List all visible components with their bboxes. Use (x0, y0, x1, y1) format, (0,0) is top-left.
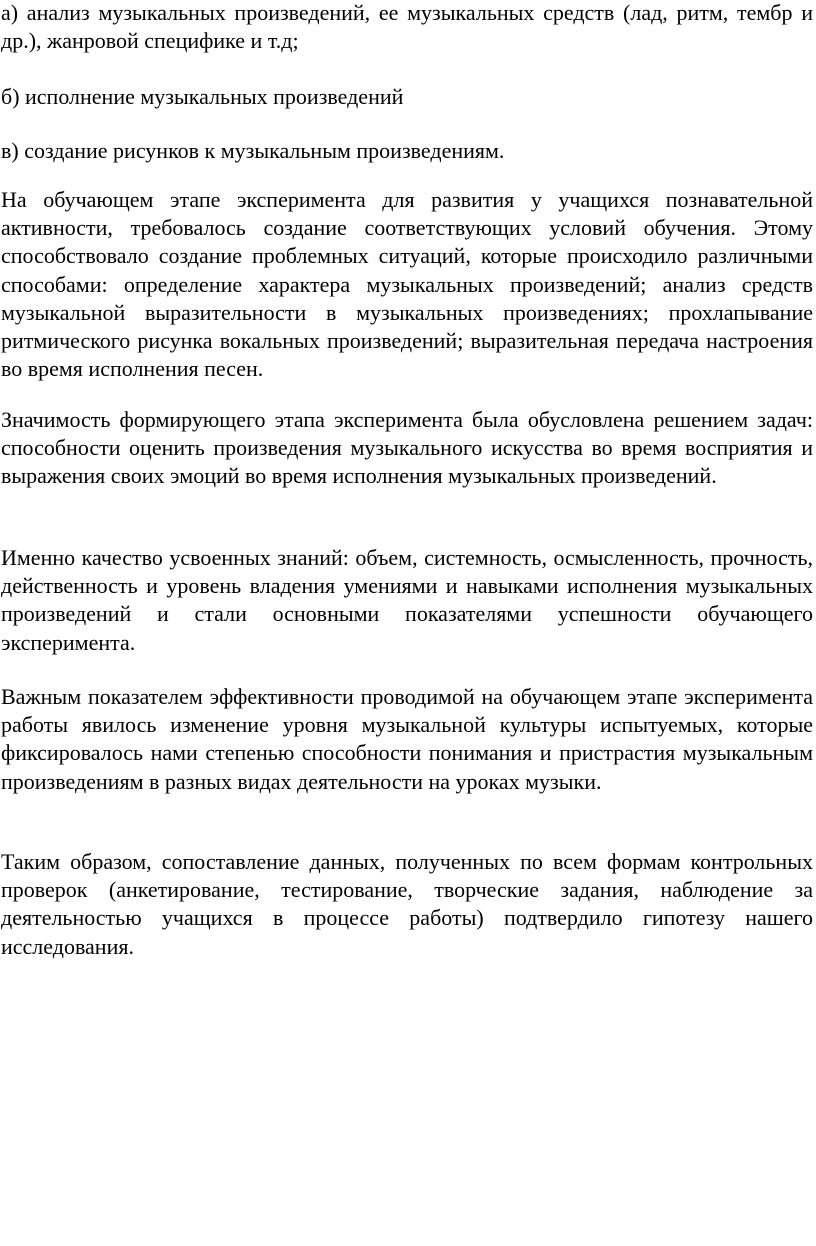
paragraph-list-item-b: б) исполнение музыкальных произведений (1, 84, 404, 109)
paragraph-knowledge-quality: Именно качество усвоенных знаний: объем, системность, осмысленность, прочность, действенность и уровень владения умениями и навыками исполнения музыкальных произведений и стали основными показателями успешности обучающего эксперимента. (1, 545, 813, 655)
paragraph-significance: Значимость формирующего этапа эксперимента была обусловлена решением задач: способности оценить произведения музыкального искусства во время восприятия и выражения своих эмоций во время исполнения музыкальных произведений. (1, 407, 813, 489)
paragraph-training-stage: На обучающем этапе эксперимента для развития у учащихся познавательной активности, требовалось создание соответствующих условий обучения. Этому способствовало создание проблемных ситуаций, которые происходило различными способами: определение характера музыкальных произведений; анализ средств музыкальной выразительности в музыкальных произведениях; прохлапывание ритмического рисунка вокальных произведений; выразительная передача настроения во время исполнения песен. (1, 187, 813, 382)
paragraph-effectiveness: Важным показателем эффективности проводимой на обучающем этапе эксперимента работы явилось изменение уровня музыкальной культуры испытуемых, которые фиксировалось нами степенью способности понимания и пристрастия музыкальным произведениям в разных видах деятельности на уроках музыки. (1, 684, 813, 794)
paragraph-list-item-c: в) создание рисунков к музыкальным произведениям. (1, 138, 505, 163)
paragraph-list-item-a: а) анализ музыкальных произведений, ее музыкальных средств (лад, ритм, тембр и др.), жанровой специфике и т.д; (1, 0, 813, 54)
paragraph-conclusion: Таким образом, сопоставление данных, полученных по всем формам контрольных проверок (анкетирование, тестирование, творческие задания, наблюдение за деятельностью учащихся в процессе работы) подтвердило гипотезу нашего исследования. (1, 849, 813, 959)
